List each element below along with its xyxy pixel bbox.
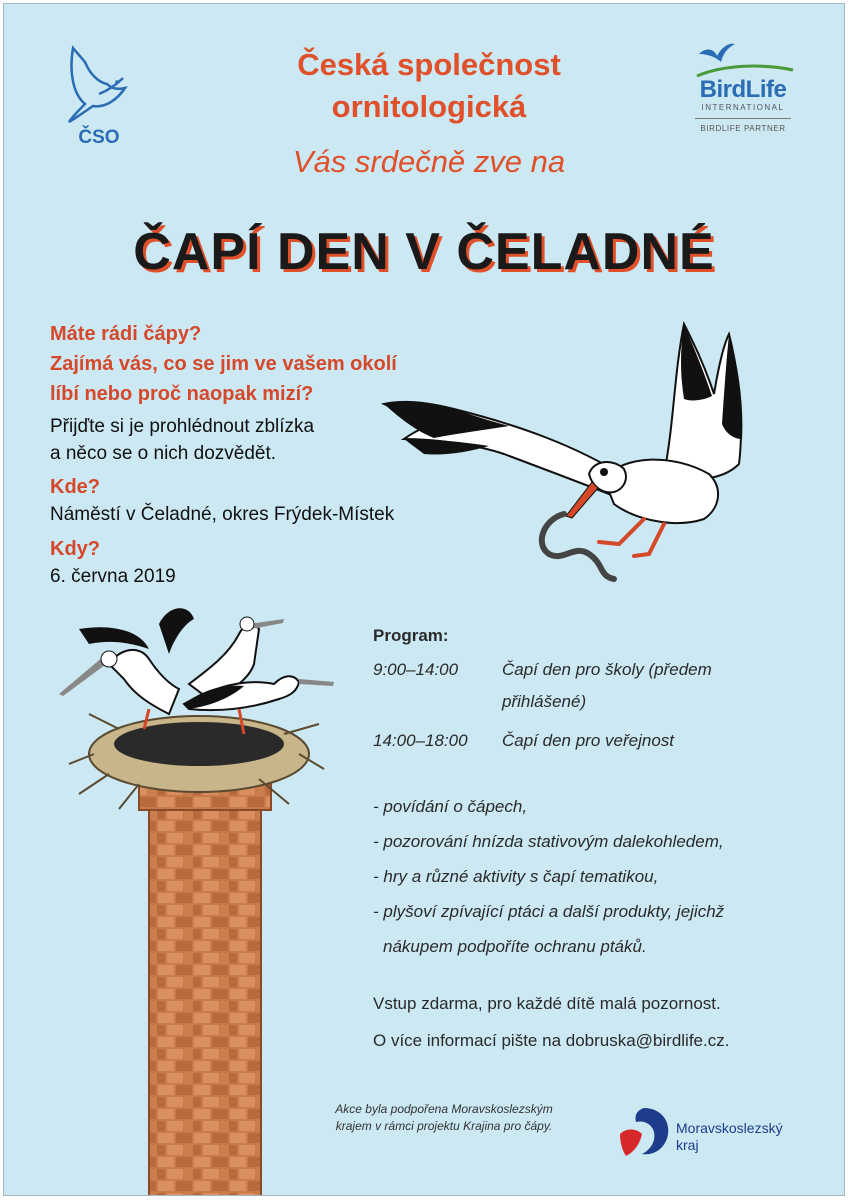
- footer-line-2: krajem v rámci projektu Krajina pro čápy.: [335, 1119, 553, 1133]
- region-kraj: kraj: [676, 1137, 699, 1153]
- intro-text-2: a něco se o nich dozvědět.: [50, 443, 277, 464]
- footer-line-1: Akce byla podpořena Moravskoslezským: [335, 1102, 553, 1116]
- cso-logo-text: ČSO: [78, 127, 120, 148]
- program-item-3: - hry a různé aktivity s čapí tematikou,: [373, 867, 659, 886]
- intro-question-2: Zajímá vás, co se jim ve vašem okolí: [50, 353, 397, 375]
- org-name-line1: Česká společnost: [297, 47, 561, 82]
- page-title: ČAPÍ DEN V ČELADNÉ: [133, 223, 715, 281]
- cso-logo: [59, 42, 139, 148]
- region-name: Moravskoslezský: [676, 1120, 783, 1136]
- program-item-5: nákupem podpoříte ochranu ptáků.: [383, 937, 647, 956]
- when-label: Kdy?: [50, 538, 100, 560]
- program-item-2: - pozorování hnízda stativovým dalekohledem,: [373, 832, 724, 851]
- when-value: 6. června 2019: [50, 566, 176, 587]
- program-desc-1b: přihlášené): [502, 692, 587, 711]
- contact-text: O více informací pište na dobruska@birdlife.cz.: [373, 1031, 730, 1050]
- birdlife-international: INTERNATIONAL: [701, 103, 785, 112]
- poster: [3, 3, 845, 1196]
- entry-text: Vstup zdarma, pro každé dítě malá pozornost.: [373, 994, 721, 1013]
- program-heading: Program:: [373, 626, 449, 645]
- region-logo: [616, 1104, 816, 1164]
- intro-question-3: líbí nebo proč naopak mizí?: [50, 383, 314, 405]
- where-value: Náměstí v Čeladné, okres Frýdek-Místek: [50, 504, 395, 525]
- bird-logo-icon: [59, 42, 139, 124]
- program-desc-2: Čapí den pro veřejnost: [502, 731, 674, 750]
- invite-text: Vás srdečně zve na: [292, 144, 566, 179]
- program-time-1: 9:00–14:00: [373, 660, 459, 679]
- program-desc-1: Čapí den pro školy (předem: [502, 660, 712, 679]
- birdlife-partner: BIRDLIFE PARTNER: [700, 124, 786, 133]
- region-logo-icon: [616, 1104, 672, 1160]
- org-name-line2: ornitologická: [331, 89, 527, 124]
- flying-stork-illustration: [374, 304, 794, 594]
- intro-text-1: Přijďte si je prohlédnout zblízka: [50, 416, 315, 437]
- program-item-1: - povídání o čápech,: [373, 797, 528, 816]
- program-item-4: - plyšoví zpívající ptáci a další produkty, jejichž: [373, 902, 725, 921]
- where-label: Kde?: [50, 476, 100, 498]
- program-time-2: 14:00–18:00: [373, 731, 468, 750]
- intro-question-1: Máte rádi čápy?: [50, 323, 202, 345]
- birdlife-divider: [695, 118, 791, 119]
- birdlife-name: BirdLife: [699, 76, 787, 103]
- birdlife-logo: [689, 40, 799, 140]
